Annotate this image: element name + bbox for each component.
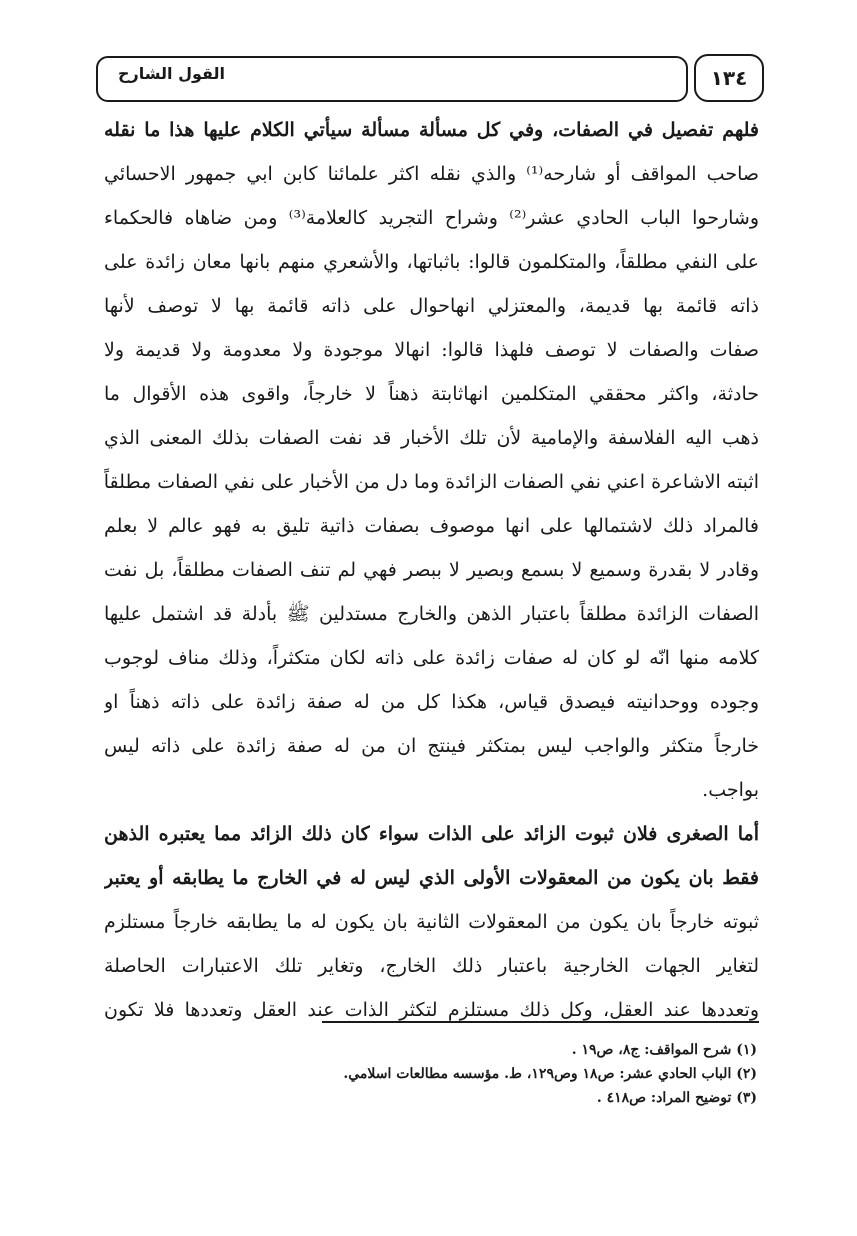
text-line: كلامه منها انّه لو كان له صفات زائدة على ذاته لكان متكثراً، وذلك مناف لوجوب: [104, 647, 759, 669]
text-line: اثبته الاشاعرة اعني نفي الصفات الزائدة وما دل من الأخبار على نفي الصفات مطلقاً: [104, 471, 759, 493]
text-line: خارجاً متكثر والواجب ليس بمتكثر فينتج ان من له صفة زائدة على ذاته ليس: [104, 735, 759, 757]
text-line: فلهم تفصيل في الصفات، وفي كل مسألة مسألة سيأتي الكلام عليها هذا ما نقله: [104, 119, 759, 141]
text-line: ذهب اليه الفلاسفة والإمامية لأن تلك الأخبار قد نفت الصفات بذلك المعنى الذي: [104, 427, 759, 449]
text-line: أما الصغرى فلان ثبوت الزائد على الذات سواء كان ذلك الزائد مما يعتبره الذهن: [104, 823, 759, 845]
text-line: فالمراد ذلك لاشتمالها على انها موصوف بصفات ذاتية تليق به فهو عالم لا بعلم: [104, 515, 759, 537]
running-title: القول الشارح: [118, 64, 226, 83]
body-text: [104, 108, 759, 1032]
footnote: (٣) توضيح المراد: ص٤١٨ .: [596, 1090, 757, 1106]
page-number: ١٣٤: [694, 54, 764, 102]
footnote-divider: [322, 1021, 759, 1023]
text-line: لتغاير الجهات الخارجية باعتبار ذلك الخارج، وتغاير تلك الاعتبارات الحاصلة: [104, 955, 759, 977]
text-line: حادثة، واكثر محققي المتكلمين انهاثابتة ذهناً لا خارجاً، واقوى هذه الأقوال ما: [104, 383, 759, 405]
text-line: وجوده ووحدانيته فيصدق قياس، هكذا كل من له صفة زائدة على ذاته ذهناً او: [104, 691, 759, 713]
text-line: وتعددها عند العقل، وكل ذلك مستلزم لتكثر الذات عند العقل وتعددها فلا تكون: [104, 999, 759, 1021]
text-line: ثبوته خارجاً بان يكون من المعقولات الثانية بان يكون له ما يطابقه خارجاً مستلزم: [104, 911, 759, 933]
text-line: وقادر لا بقدرة وسميع لا بسمع وبصير لا ببصر فهي لم تنف الصفات مطلقاً، بل نفت: [104, 559, 759, 581]
text-line: على النفي مطلقاً، والمتكلمون قالوا: باثباتها، والأشعري منهم بانها معان زائدة على: [104, 251, 759, 273]
text-line: وشارحوا الباب الحادي عشر⁽²⁾ وشراح التجريد كالعلامة⁽³⁾ ومن ضاهاه فالحكماء: [104, 207, 759, 229]
text-line: ذاته قائمة بها قديمة، والمعتزلي انهاحوال على ذاته قائمة بها لا توصف لأنها: [104, 295, 759, 317]
text-line: صاحب المواقف أو شارحه⁽¹⁾ والذي نقله اكثر علمائنا كابن ابي جمهور الاحسائي: [104, 163, 759, 185]
footnote: (٢) الباب الحادي عشر: ص١٨ وص١٢٩، ط. مؤسسه مطالعات اسلامي.: [343, 1066, 757, 1082]
text-line: الصفات الزائدة مطلقاً باعتبار الذهن والخارج مستدلين ﷺ بأدلة قد اشتمل عليها: [104, 603, 759, 625]
text-line: فقط بان يكون من المعقولات الأولى الذي ليس له في الخارج ما يطابقه أو يعتبر: [104, 867, 759, 889]
text-line: صفات والصفات لا توصف فلهذا قالوا: انهالا موجودة ولا معدومة ولا قديمة ولا: [104, 339, 759, 361]
footnote: (١) شرح المواقف: ج٨، ص١٩ .: [571, 1042, 757, 1058]
text-line: بواجب.: [702, 779, 759, 801]
footnotes: [200, 1038, 757, 1110]
